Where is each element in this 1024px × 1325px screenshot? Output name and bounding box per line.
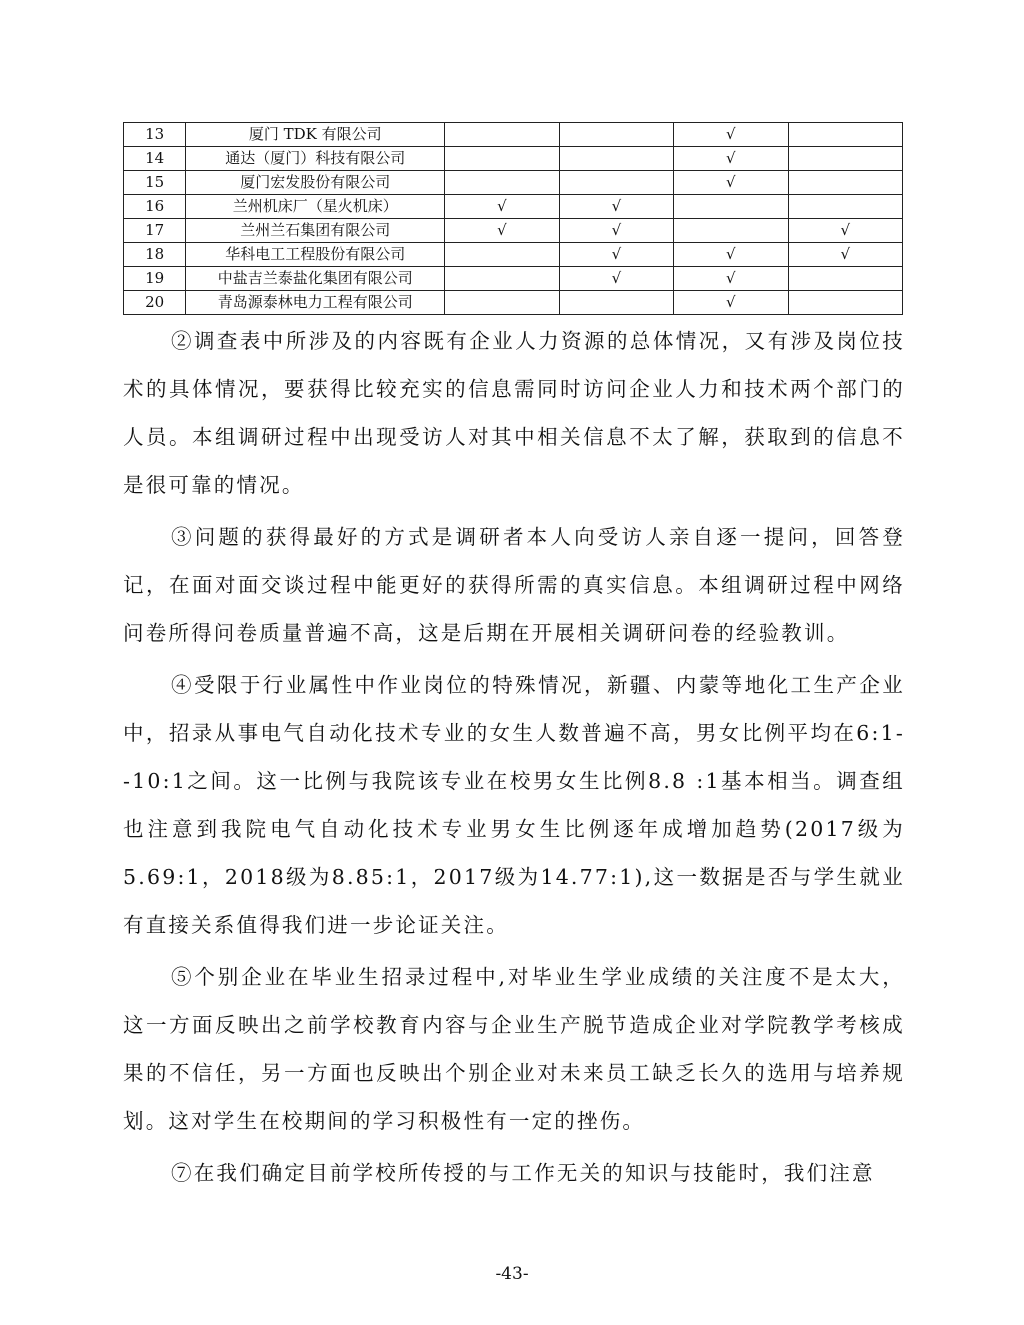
table-row	[124, 123, 903, 147]
check-cell-2: √	[559, 243, 673, 267]
check-cell-2: √	[559, 267, 673, 291]
check-cell-2	[559, 171, 673, 195]
check-cell-1	[445, 243, 559, 267]
check-cell-1: √	[445, 219, 559, 243]
check-cell-4	[788, 195, 902, 219]
company-name-cell: 兰州兰石集团有限公司	[186, 219, 445, 243]
check-cell-3: √	[674, 171, 788, 195]
company-survey-table	[123, 122, 903, 315]
company-name-cell: 青岛源泰林电力工程有限公司	[186, 291, 445, 315]
row-number-cell: 15	[124, 171, 186, 195]
check-cell-3: √	[674, 123, 788, 147]
check-cell-1	[445, 147, 559, 171]
table-row	[124, 171, 903, 195]
table-row	[124, 195, 903, 219]
table-row	[124, 147, 903, 171]
check-cell-3	[674, 195, 788, 219]
check-cell-2	[559, 147, 673, 171]
paragraph-3: ③问题的获得最好的方式是调研者本人向受访人亲自逐一提问，回答登记，在面对面交谈过程中能更好的获得所需的真实信息。本组调研过程中网络问卷所得问卷质量普遍不高，这是后期在开展相关调研问卷的经验教训。	[123, 525, 905, 645]
company-name-cell: 中盐吉兰泰盐化集团有限公司	[186, 267, 445, 291]
check-cell-4	[788, 171, 902, 195]
table-row	[124, 267, 903, 291]
page-number: -43-	[495, 1264, 529, 1284]
check-cell-4	[788, 267, 902, 291]
check-cell-1	[445, 267, 559, 291]
check-cell-1	[445, 171, 559, 195]
check-cell-2	[559, 291, 673, 315]
check-cell-1	[445, 291, 559, 315]
paragraph-4: ④受限于行业属性中作业岗位的特殊情况，新疆、内蒙等地化工生产企业中，招录从事电气自动化技术专业的女生人数普遍不高，男女比例平均在6:1--10:1之间。这一比例与我院该专业在校男女生比例8.8 :1基本相当。调查组也注意到我院电气自动化技术专业男女生比例逐年成增加趋势(2017级为5.69:1，2018级为8.85:1，2017级为14.77:1),这一数据是否与学生就业有直接关系值得我们进一步论证关注。	[123, 673, 905, 937]
row-number-cell: 18	[124, 243, 186, 267]
paragraph-2: ②调查表中所涉及的内容既有企业人力资源的总体情况，又有涉及岗位技术的具体情况，要获得比较充实的信息需同时访问企业人力和技术两个部门的人员。本组调研过程中出现受访人对其中相关信息不太了解，获取到的信息不是很可靠的情况。	[123, 329, 905, 497]
paragraph-5: ⑤个别企业在毕业生招录过程中,对毕业生学业成绩的关注度不是太大，这一方面反映出之前学校教育内容与企业生产脱节造成企业对学院教学考核成果的不信任，另一方面也反映出个别企业对未来员工缺乏长久的选用与培养规划。这对学生在校期间的学习积极性有一定的挫伤。	[123, 965, 905, 1133]
check-cell-2	[559, 123, 673, 147]
body-text	[123, 317, 905, 1197]
check-cell-3	[674, 219, 788, 243]
check-cell-4	[788, 147, 902, 171]
check-cell-4: √	[788, 219, 902, 243]
check-cell-1	[445, 123, 559, 147]
check-cell-4	[788, 123, 902, 147]
company-name-cell: 厦门 TDK 有限公司	[186, 123, 445, 147]
company-name-cell: 华科电工工程股份有限公司	[186, 243, 445, 267]
row-number-cell: 20	[124, 291, 186, 315]
row-number-cell: 17	[124, 219, 186, 243]
table-row	[124, 243, 903, 267]
company-name-cell: 厦门宏发股份有限公司	[186, 171, 445, 195]
check-cell-2: √	[559, 195, 673, 219]
check-cell-1: √	[445, 195, 559, 219]
row-number-cell: 14	[124, 147, 186, 171]
check-cell-3: √	[674, 243, 788, 267]
check-cell-2: √	[559, 219, 673, 243]
check-cell-4: √	[788, 243, 902, 267]
table-row	[124, 219, 903, 243]
company-name-cell: 通达（厦门）科技有限公司	[186, 147, 445, 171]
check-cell-3: √	[674, 267, 788, 291]
company-name-cell: 兰州机床厂（星火机床）	[186, 195, 445, 219]
row-number-cell: 16	[124, 195, 186, 219]
check-cell-3: √	[674, 147, 788, 171]
company-table-body	[124, 123, 903, 315]
check-cell-3: √	[674, 291, 788, 315]
paragraph-7: ⑦在我们确定目前学校所传授的与工作无关的知识与技能时，我们注意	[171, 1161, 875, 1185]
table-row	[124, 291, 903, 315]
row-number-cell: 13	[124, 123, 186, 147]
row-number-cell: 19	[124, 267, 186, 291]
check-cell-4	[788, 291, 902, 315]
